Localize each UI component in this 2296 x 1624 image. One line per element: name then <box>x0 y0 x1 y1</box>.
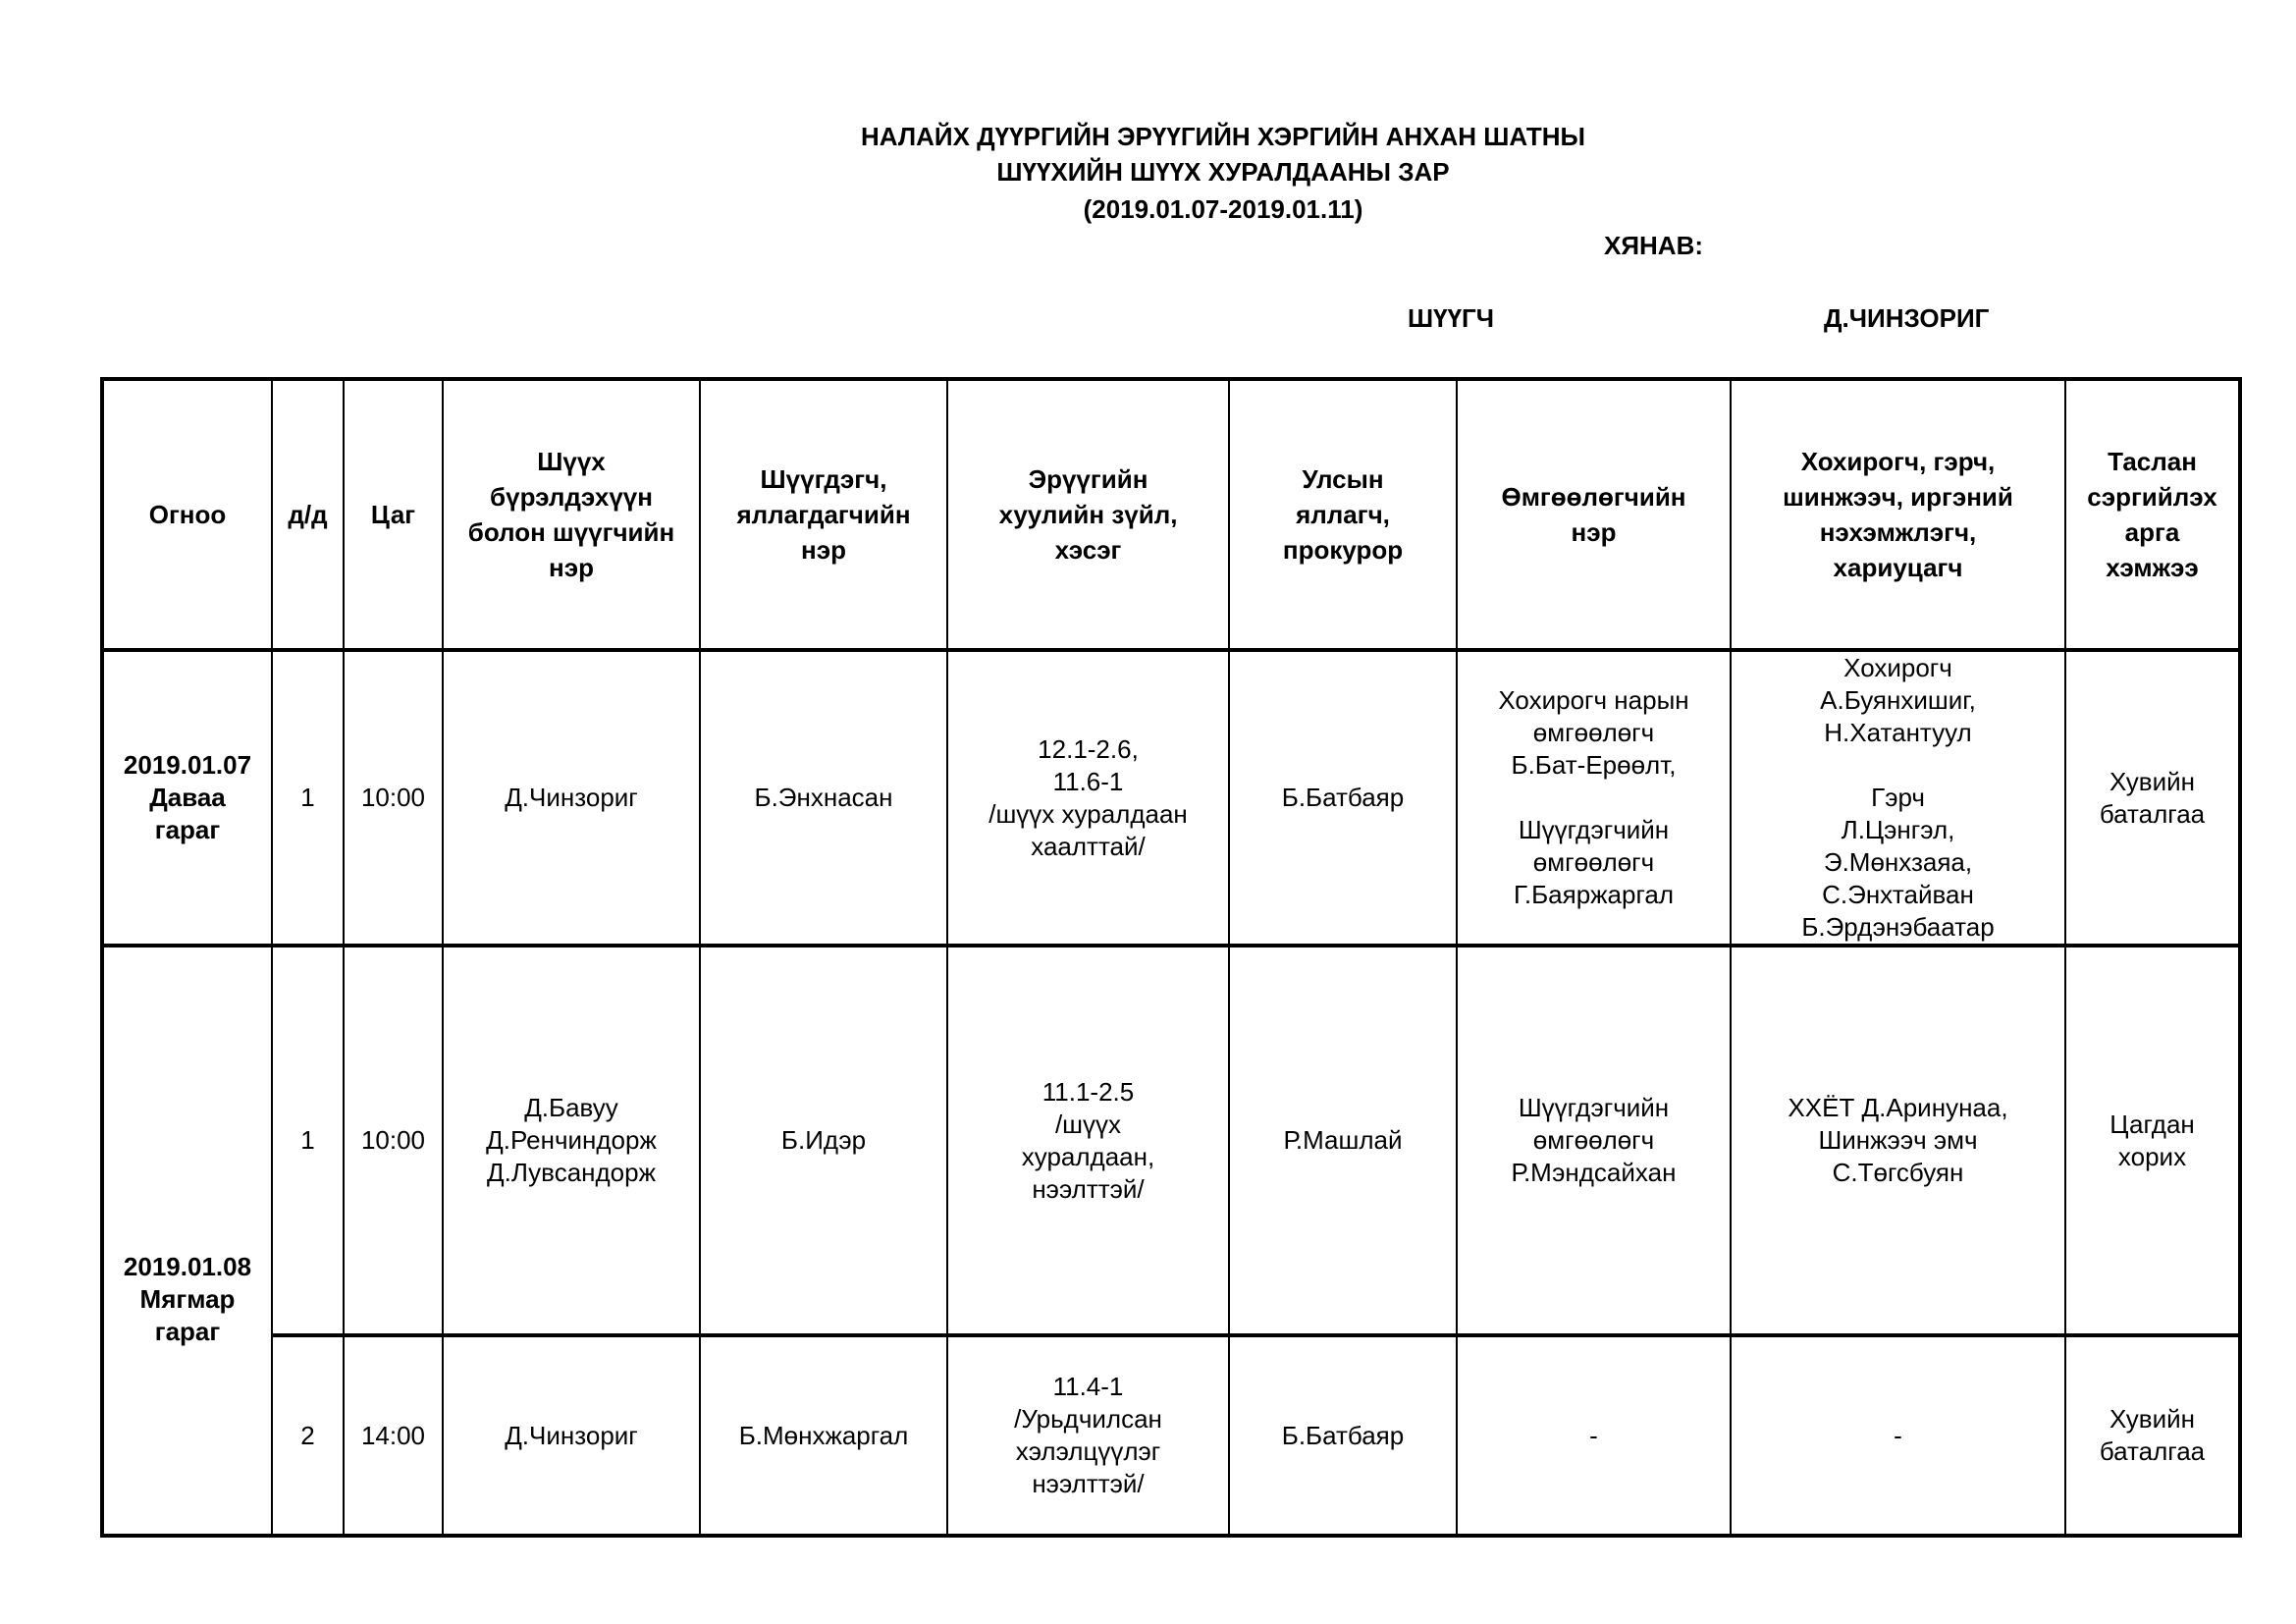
cell-text-line: Б.Идэр <box>780 1125 867 1155</box>
cell-text-line: Д.Бавуу <box>524 1093 618 1122</box>
header-text-line: Улсын <box>1302 464 1384 494</box>
cell-text-line: Хохирогч <box>1843 653 1952 682</box>
cell-text-line: Э.Мөнхзаяа, <box>1823 847 1973 877</box>
date-text-line: Мягмар <box>139 1284 236 1314</box>
cell-text-line: Д.Чинзориг <box>505 783 638 812</box>
header-text-line: Эрүүгийн <box>1028 464 1148 494</box>
cell-text-line: - <box>1589 1420 1598 1450</box>
judge-label: ШҮҮГЧ <box>1408 303 1495 333</box>
header-row <box>102 379 2240 650</box>
cell-text-line: хэлэлцүүлэг <box>1015 1436 1161 1466</box>
cell-text-line: Б.Мөнхжаргал <box>738 1420 909 1450</box>
cell-text-line: хаалттай/ <box>1031 831 1146 861</box>
header-text-line: хуулийн зүйл, <box>998 500 1178 529</box>
approve-label: ХЯНАВ: <box>1604 231 1704 260</box>
cell-text-line: С.Төгсбуян <box>1832 1158 1964 1187</box>
date-cell <box>102 650 272 946</box>
cell-text-line: Б.Батбаяр <box>1281 1420 1405 1450</box>
header-text-line: яллагдагчийн <box>736 500 911 529</box>
number-cell: 1 <box>272 650 344 946</box>
cell-text-line: Р.Мэндсайхан <box>1511 1158 1677 1187</box>
header-text-line: Цаг <box>370 500 416 529</box>
cell-text-line: Шинжээч эмч <box>1818 1125 1978 1155</box>
cell-text-line: хуралдаан, <box>1021 1141 1155 1171</box>
document-title-line-1: НАЛАЙХ ДҮҮРГИЙН ЭРҮҮГИЙН ХЭРГИЙН АНХАН ШАТНЫ <box>861 122 1585 151</box>
header-text-line: нэр <box>1571 517 1617 547</box>
number-cell: 2 <box>272 1335 344 1536</box>
cell-text-line: Р.Машлай <box>1283 1125 1403 1155</box>
date-text-line: 2019.01.07 <box>123 750 252 780</box>
cell-text-line: Цагдан <box>2109 1109 2195 1139</box>
header-defendant <box>700 379 947 650</box>
defendant-cell <box>700 1335 947 1536</box>
cell-text-line: хорих <box>2117 1141 2187 1171</box>
cell-text-line <box>1464 782 1724 814</box>
date-text-line: гараг <box>154 815 221 844</box>
header-lawyer <box>1457 379 1731 650</box>
time-cell: 10:00 <box>344 650 443 946</box>
defendant-cell <box>700 946 947 1335</box>
cell-text-line: Хувийн <box>2109 1404 2195 1434</box>
date-text-line: 2019.01.08 <box>123 1252 252 1281</box>
cell-text-line: өмгөөлөгч <box>1532 1125 1655 1155</box>
prosecutor-cell <box>1229 650 1457 946</box>
header-date <box>102 379 272 650</box>
judge-name: Д.ЧИНЗОРИГ <box>1824 303 1990 333</box>
number-cell: 1 <box>272 946 344 1335</box>
header-parties <box>1731 379 2065 650</box>
cell-text-line: Д.Чинзориг <box>505 1420 638 1450</box>
header-prosecutor <box>1229 379 1457 650</box>
header-number <box>272 379 344 650</box>
lawyer-cell <box>1457 946 1731 1335</box>
cell-text-line: баталгаа <box>2099 798 2206 829</box>
cell-text-line: 11.4-1 <box>1052 1372 1124 1401</box>
date-text-line: гараг <box>154 1317 221 1346</box>
cell-text-line: Хохирогч нарын <box>1498 685 1689 715</box>
time-cell: 14:00 <box>344 1335 443 1536</box>
prosecutor-cell <box>1229 946 1457 1335</box>
cell-text-line: С.Энхтайван <box>1822 880 1974 909</box>
criminal-article-cell <box>947 946 1229 1335</box>
header-text-line: хариуцагч <box>1833 553 1963 582</box>
parties-cell <box>1731 650 2065 946</box>
document-title-line-2: ШҮҮХИЙН ШҮҮХ ХУРАЛДААНЫ ЗАР <box>996 157 1450 187</box>
cell-text-line: өмгөөлөгч <box>1532 718 1655 747</box>
table-row <box>102 650 2240 946</box>
header-court-composition <box>443 379 700 650</box>
cell-text-line: ХХЁТ Д.Аринунаа, <box>1788 1093 2008 1122</box>
header-text-line: хэсэг <box>1054 535 1122 565</box>
cell-text-line: Б.Энхнасан <box>754 783 893 812</box>
header-text-line: Шүүгдэгч, <box>760 464 887 494</box>
cell-text-line: Н.Хатантуул <box>1824 718 1972 747</box>
cell-text-line: Д.Ренчиндорж <box>486 1125 657 1155</box>
header-text-line: прокурор <box>1282 535 1404 565</box>
header-text-line: д/д <box>288 500 328 529</box>
header-text-line: Шүүх <box>537 447 606 476</box>
lawyer-cell <box>1457 1335 1731 1536</box>
cell-text-line: А.Буянхишиг, <box>1820 685 1976 715</box>
preventive-measure-cell <box>2065 946 2240 1335</box>
cell-text-line: Б.Батбаяр <box>1281 783 1405 812</box>
header-text-line: арга <box>2124 517 2180 547</box>
header-text-line: шинжээч, иргэний <box>1783 482 2013 512</box>
preventive-measure-cell <box>2065 650 2240 946</box>
cell-text-line: 11.1-2.5 <box>1041 1076 1135 1107</box>
prosecutor-cell <box>1229 1335 1457 1536</box>
header-text-line: бүрэлдэхүүн <box>490 482 653 512</box>
header-text-line: Огноо <box>148 500 227 529</box>
defendant-cell <box>700 650 947 946</box>
preventive-measure-cell <box>2065 1335 2240 1536</box>
cell-text-line: Л.Цэнгэл, <box>1841 815 1955 844</box>
header-text-line: нэр <box>801 535 846 565</box>
cell-text-line: өмгөөлөгч <box>1532 847 1655 877</box>
date-range: (2019.01.07-2019.01.11) <box>1083 194 1363 224</box>
cell-text-line <box>1737 749 2058 782</box>
header-criminal-article <box>947 379 1229 650</box>
table-row <box>102 946 2240 1335</box>
header-text-line: сэргийлэх <box>2087 482 2217 512</box>
cell-text-line: 11.6-1 <box>1052 766 1124 796</box>
header-text-line: Таслан <box>2108 447 2197 476</box>
date-text-line: Даваа <box>149 783 226 812</box>
cell-text-line: Б.Эрдэнэбаатар <box>1801 912 1995 942</box>
cell-text-line: Д.Лувсандорж <box>486 1158 656 1187</box>
header-preventive-measure <box>2065 379 2240 650</box>
court-composition-cell <box>443 650 700 946</box>
time-cell: 10:00 <box>344 946 443 1335</box>
cell-text-line: Шүүгдэгчийн <box>1518 1093 1670 1122</box>
cell-text-line: нээлттэй/ <box>1032 1173 1145 1204</box>
parties-cell <box>1731 1335 2065 1536</box>
header-text-line: болон шүүгчийн <box>467 517 675 547</box>
header-text-line: яллагч, <box>1296 500 1390 529</box>
parties-cell <box>1731 946 2065 1335</box>
header-text-line: хэмжээ <box>2106 553 2199 582</box>
header-text-line: Өмгөөлөгчийн <box>1501 482 1686 512</box>
cell-text-line: - <box>1894 1420 1902 1450</box>
cell-text-line: /шүүх хуралдаан <box>988 798 1188 829</box>
cell-text-line: Гэрч <box>1871 783 1925 812</box>
cell-text-line: Хувийн <box>2109 766 2195 796</box>
cell-text-line: /шүүх <box>1054 1109 1122 1139</box>
header-time <box>344 379 443 650</box>
cell-text-line: /Урьдчилсан <box>1014 1404 1162 1434</box>
header-text-line: нэр <box>549 553 594 582</box>
court-composition-cell <box>443 946 700 1335</box>
date-cell <box>102 946 272 1536</box>
lawyer-cell <box>1457 650 1731 946</box>
cell-text-line: 12.1-2.6, <box>1038 733 1139 764</box>
criminal-article-cell <box>947 1335 1229 1536</box>
schedule-table <box>100 377 2242 1538</box>
cell-text-line: Б.Бат-Ерөөлт, <box>1511 750 1677 780</box>
criminal-article-cell <box>947 650 1229 946</box>
header-text-line: Хохирогч, гэрч, <box>1800 447 1996 476</box>
header-text-line: нэхэмжлэгч, <box>1819 517 1977 547</box>
cell-text-line: Г.Баяржаргал <box>1513 880 1675 909</box>
table-row <box>102 1335 2240 1536</box>
court-composition-cell <box>443 1335 700 1536</box>
cell-text-line: Шүүгдэгчийн <box>1518 815 1670 844</box>
cell-text-line: баталгаа <box>2099 1436 2206 1466</box>
cell-text-line: нээлттэй/ <box>1032 1469 1145 1498</box>
